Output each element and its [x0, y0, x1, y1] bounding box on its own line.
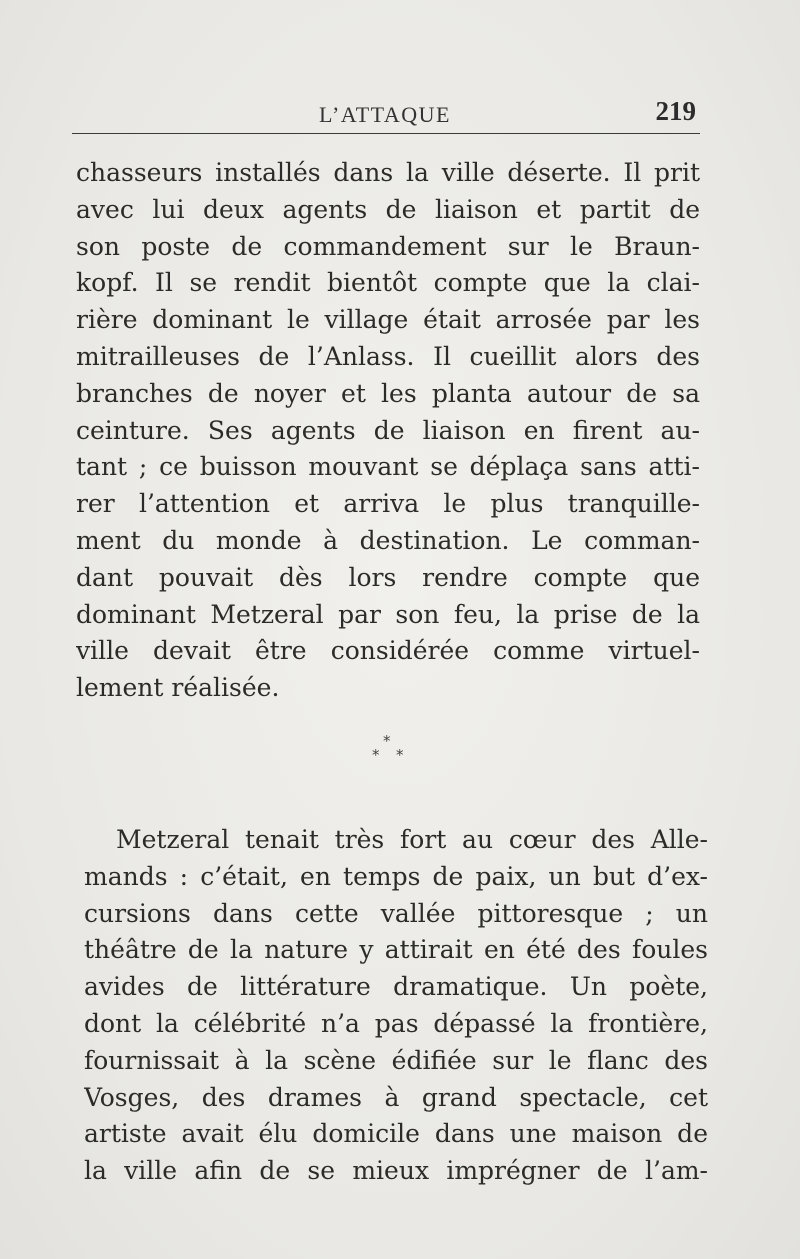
text-line: fournissait à la scène édifiée sur le flanc des: [84, 1045, 708, 1075]
running-title: L’ATTAQUE: [319, 102, 451, 127]
text-line: avec lui deux agents de liaison et partit de: [76, 194, 700, 224]
running-head: [72, 96, 698, 128]
text-line: branches de noyer et les planta autour de sa: [76, 378, 700, 408]
text-line: ville devait être considérée comme virtuel-: [76, 636, 700, 666]
text-line: chasseurs installés dans la ville déserte. Il prit: [76, 158, 700, 187]
text-line: dominant Metzeral par son feu, la prise de la: [76, 599, 700, 629]
asterisk-icon: *: [383, 732, 391, 750]
text-line: ment du monde à destination. Le comman-: [76, 525, 700, 555]
text-line: son poste de commandement sur le Braun-: [76, 231, 700, 261]
text-line: avides de littérature dramatique. Un poète,: [84, 972, 708, 1002]
paragraph-1: [76, 155, 700, 707]
text-line: kopf. Il se rendit bientôt compte que la clai-: [76, 268, 700, 298]
text-line: rière dominant le village était arrosée par les: [76, 305, 700, 335]
header-rule: [72, 133, 700, 134]
text-line: dont la célébrité n’a pas dépassé la frontière,: [84, 1008, 708, 1038]
asterisk-icon: *: [372, 746, 380, 764]
paragraph-2: [84, 822, 708, 1190]
text-line: Metzeral tenait très fort au cœur des Alle-: [116, 825, 708, 854]
text-line: mands : c’était, en temps de paix, un but d’ex-: [84, 861, 708, 891]
text-line: artiste avait élu domicile dans une maison de: [84, 1119, 708, 1149]
page-number: 219: [655, 96, 696, 126]
asterism-separator: [0, 732, 800, 772]
text-line: théâtre de la nature y attirait en été des foules: [84, 935, 708, 965]
text-line: Vosges, des drames à grand spectacle, cet: [84, 1082, 708, 1112]
text-line: dant pouvait dès lors rendre compte que: [76, 562, 700, 592]
text-line: lement réalisée.: [76, 673, 280, 703]
text-line: rer l’attention et arriva le plus tranquille-: [76, 489, 700, 519]
text-line: la ville afin de se mieux imprégner de l’am-: [84, 1156, 708, 1186]
text-line: cursions dans cette vallée pittoresque ; un: [84, 898, 708, 928]
asterisk-icon: *: [396, 746, 404, 764]
text-line: ceinture. Ses agents de liaison en firent au-: [76, 415, 700, 445]
text-line: mitrailleuses de l’Anlass. Il cueillit alors des: [76, 341, 700, 371]
text-line: tant ; ce buisson mouvant se déplaça sans atti-: [76, 452, 700, 482]
